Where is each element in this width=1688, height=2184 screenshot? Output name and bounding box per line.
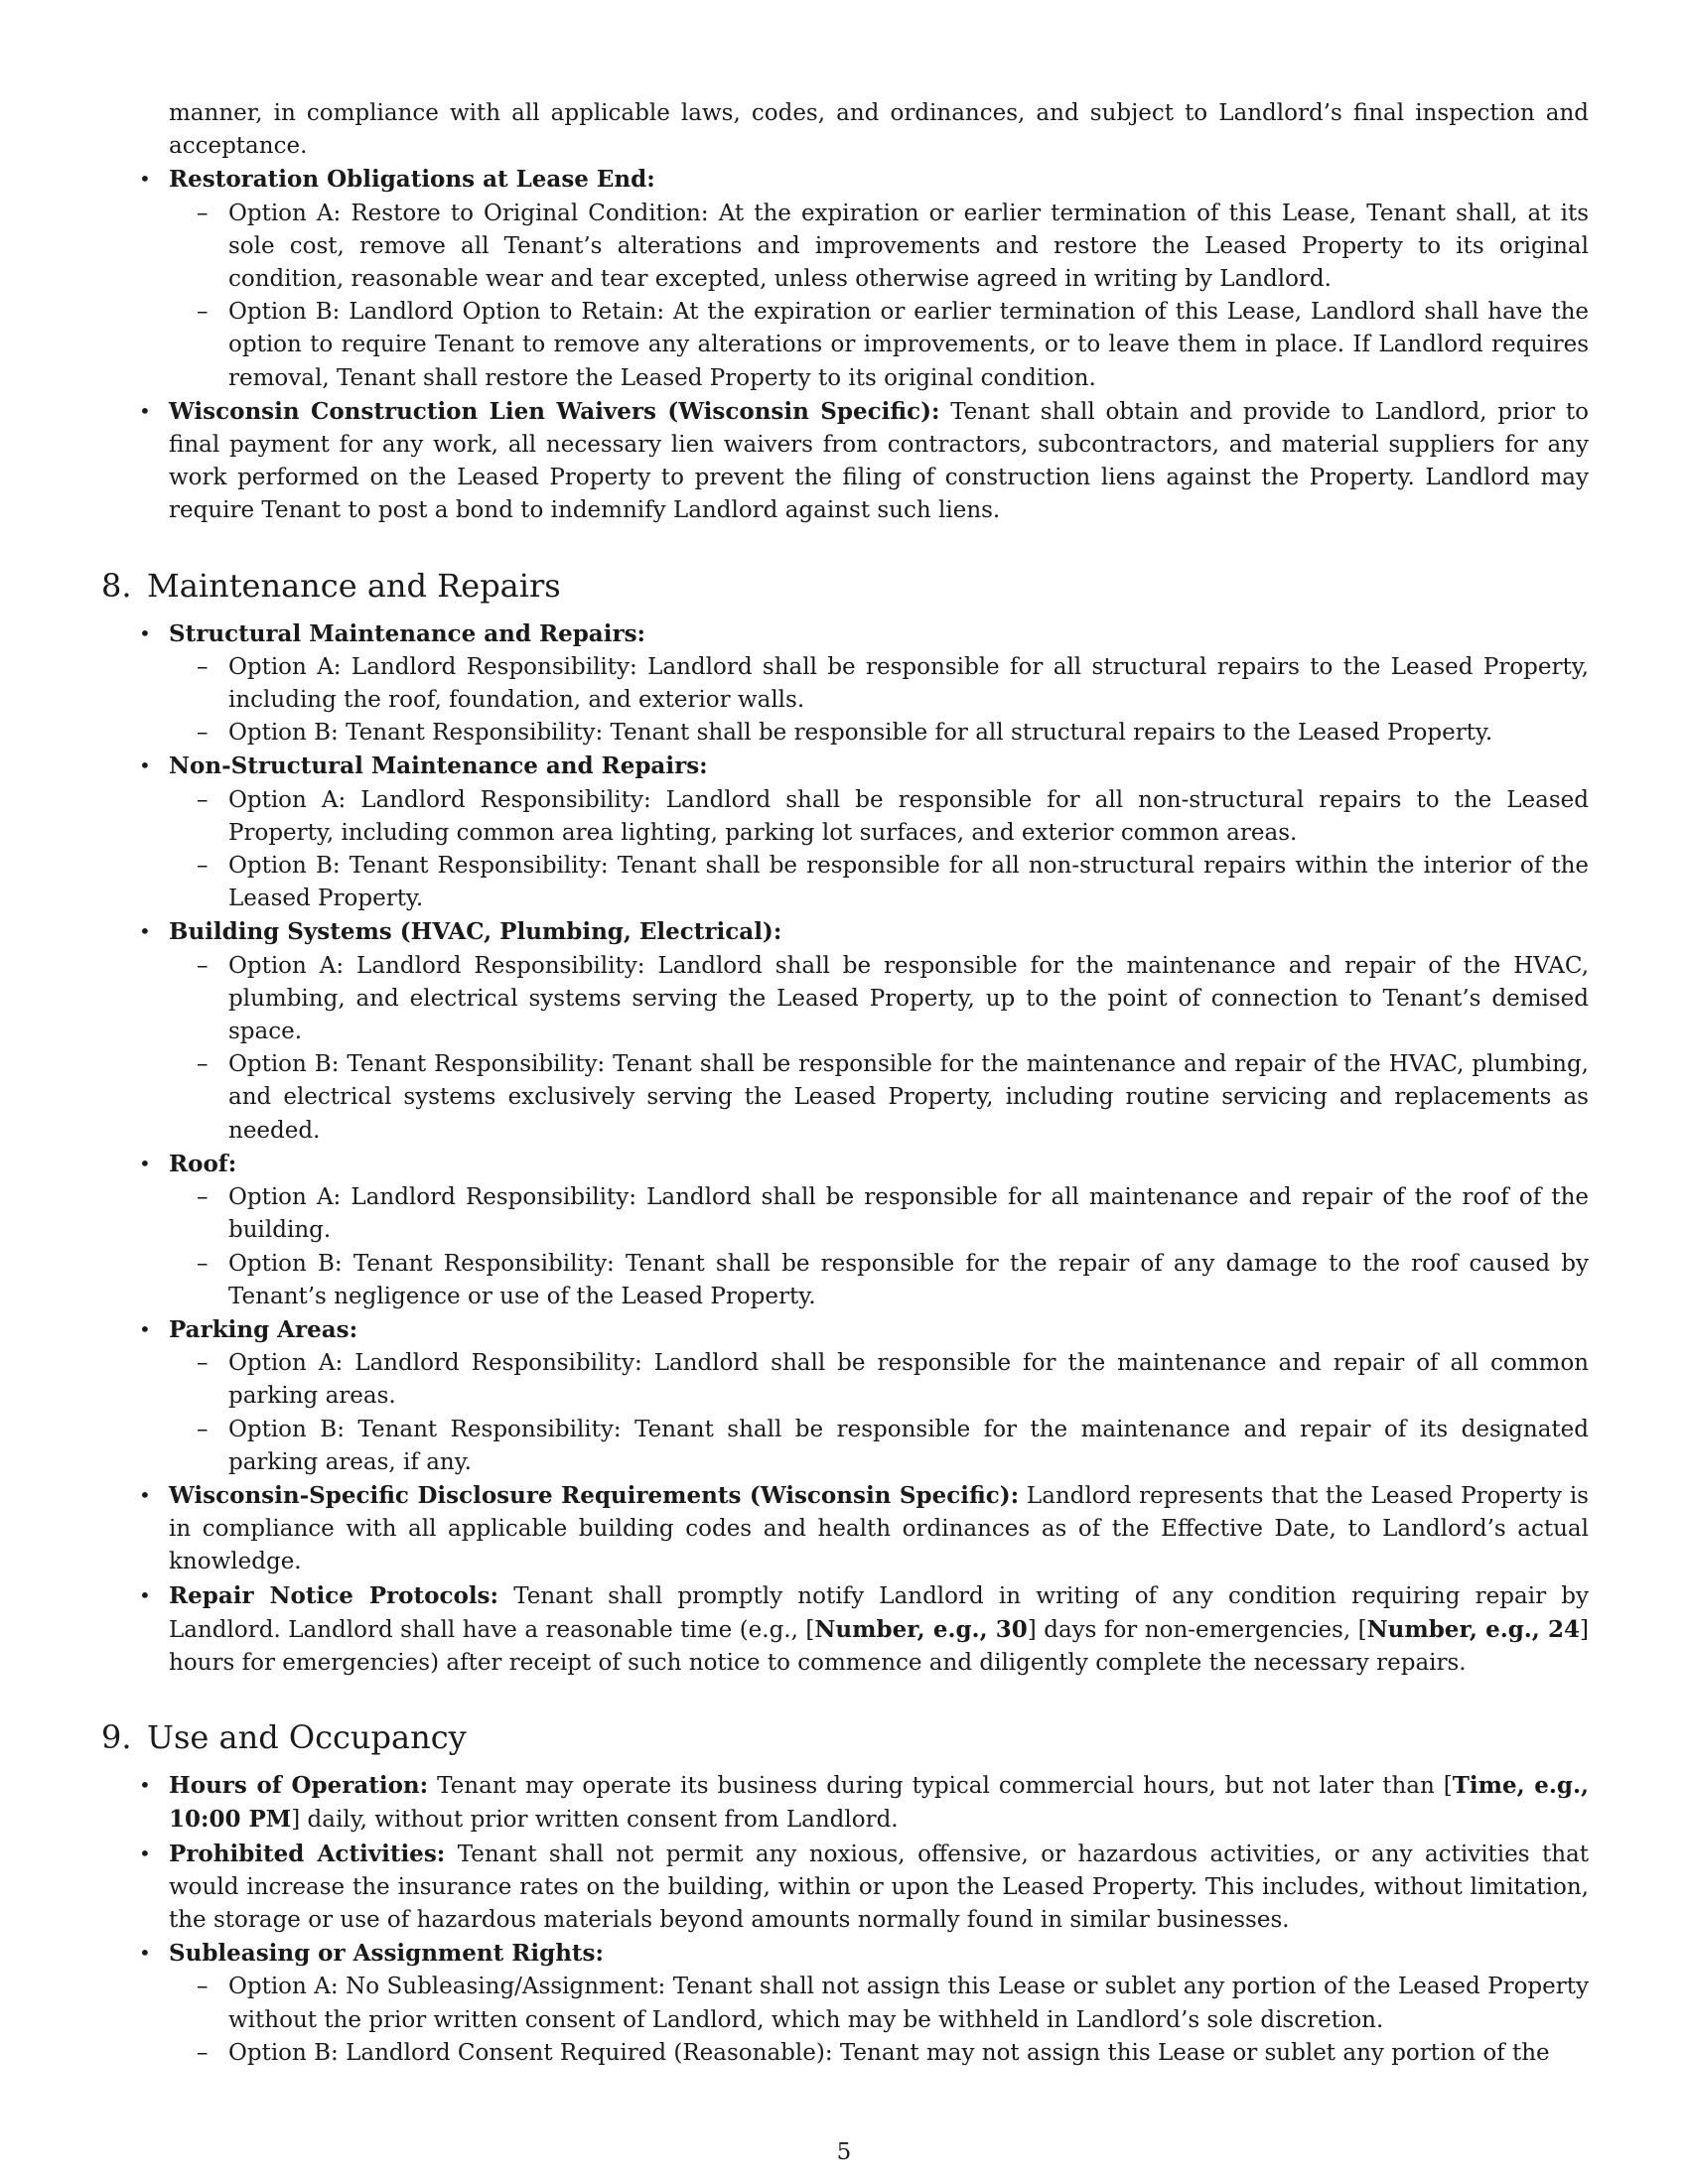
hours-text-2: ] daily, without prior written consent from Landlord. [291, 1807, 899, 1834]
section-9-number: 9. [101, 1718, 132, 1757]
repair-notice-placeholder-2: Number, e.g., 24 [1366, 1615, 1580, 1643]
list-item-building-systems [99, 915, 1589, 949]
building-systems-title: Building Systems (HVAC, Plumbing, Electrical): [169, 918, 782, 946]
section-8-heading [101, 566, 1589, 606]
parking-title: Parking Areas: [169, 1315, 358, 1343]
non-structural-option-b: – Option B: Tenant Responsibility: Tenant shall be responsible for all non-structural repairs within the interior of the Leased Property. [99, 850, 1589, 915]
list-item-disclosure [99, 1479, 1589, 1579]
structural-option-a: – Option A: Landlord Responsibility: Landlord shall be responsible for all structural repairs to the Leased Property, including the roof, foundation, and exterior walls. [99, 651, 1589, 717]
section-8-number: 8. [101, 566, 132, 605]
building-systems-option-a: – Option A: Landlord Responsibility: Landlord shall be responsible for the maintenance and repair of the HVAC, plumbing, and electrical systems serving the Leased Property, up to the point of connection to Tenant’s demised space. [99, 950, 1589, 1049]
list-item-repair-notice [99, 1579, 1589, 1681]
list-item-roof [99, 1148, 1589, 1181]
non-structural-title: Non-Structural Maintenance and Repairs: [169, 752, 708, 780]
subleasing-option-b: – Option B: Landlord Consent Required (Reasonable): Tenant may not assign this Lease or sublet any portion of the [99, 2037, 1589, 2070]
list-item-non-structural [99, 750, 1589, 783]
section7-list [99, 163, 1589, 527]
lien-title: Wisconsin Construction Lien Waivers (Wisconsin Specific): [169, 397, 940, 425]
repair-notice-placeholder-1: Number, e.g., 30 [814, 1615, 1028, 1643]
structural-title: Structural Maintenance and Repairs: [169, 619, 646, 647]
lien-text: Tenant shall obtain and provide to Landlord, prior to final payment for any work, all necessary lien waivers from contractors, subcontractors, and material suppliers for any work performed on the Leased Property to prevent the filing of construction liens against the Property. Landlord may require Tenant to post a bond to indemnify Landlord against such liens. [169, 398, 1589, 524]
list-item-lien-waivers [99, 395, 1589, 528]
disclosure-text: Landlord represents that the Leased Property is in compliance with all applicable building codes and health ordinances as of the Effective Date, to Landlord’s actual knowledge. [169, 1482, 1589, 1575]
restoration-option-a: – Option A: Restore to Original Condition: At the expiration or earlier termination of this Lease, Tenant shall, at its sole cost, remove all Tenant’s alterations and improvements and restore the Leased Property to its original condition, reasonable wear and tear excepted, unless otherwise agreed in writing by Landlord. [99, 198, 1589, 297]
list-item-hours [99, 1769, 1589, 1837]
list-item-parking [99, 1313, 1589, 1347]
hours-placeholder: Time, e.g., 10:00 PM [169, 1772, 1590, 1834]
section8-list [99, 617, 1589, 1681]
restoration-option-b: – Option B: Landlord Option to Retain: At the expiration or earlier termination of this Lease, Landlord shall have the option to require Tenant to remove any alterations or improvements, or to leave them in place. If Landlord requires removal, Tenant shall restore the Leased Property to its original condition. [99, 296, 1589, 395]
building-systems-option-b: – Option B: Tenant Responsibility: Tenant shall be responsible for the maintenance and repair of the HVAC, plumbing, and electrical systems exclusively serving the Leased Property, including routine servicing and replacements as needed. [99, 1048, 1589, 1148]
intro-continuation: manner, in compliance with all applicable laws, codes, and ordinances, and subject to Landlord’s final inspection and acceptance. [169, 100, 1589, 160]
section-9-heading [101, 1717, 1589, 1757]
non-structural-option-a: – Option A: Landlord Responsibility: Landlord shall be responsible for all non-structural repairs to the Leased Property, including common area lighting, parking lot surfaces, and exterior common areas. [99, 784, 1589, 850]
subleasing-title: Subleasing or Assignment Rights: [169, 1940, 604, 1968]
roof-title: Roof: [169, 1150, 237, 1177]
list-item-subleasing [99, 1937, 1589, 1971]
section9-list [99, 1769, 1589, 2070]
repair-notice-text-1: Tenant shall promptly notify Landlord in writing of any condition requiring repair by Landlord. Landlord shall have a reasonable time (e.g., [ [169, 1582, 1589, 1643]
list-item-restoration [99, 163, 1589, 197]
document-body [99, 97, 1589, 2070]
structural-option-b: – Option B: Tenant Responsibility: Tenant shall be responsible for all structural repairs to the Leased Property. [99, 717, 1589, 750]
section-9-title: Use and Occupancy [147, 1718, 467, 1757]
page-number: 5 [836, 2139, 852, 2165]
repair-notice-text-3: ] hours for emergencies) after receipt of such notice to commence and diligently complete the necessary repairs. [169, 1616, 1589, 1676]
parking-option-a: – Option A: Landlord Responsibility: Landlord shall be responsible for the maintenance and repair of all common parking areas. [99, 1347, 1589, 1413]
repair-notice-text-2: ] days for non-emergencies, [ [1027, 1616, 1367, 1643]
section-8-title: Maintenance and Repairs [147, 566, 561, 605]
list-item-prohibited [99, 1838, 1589, 1938]
repair-notice-title: Repair Notice Protocols: [169, 1581, 498, 1609]
disclosure-title: Wisconsin-Specific Disclosure Requirements (Wisconsin Specific): [169, 1481, 1020, 1509]
roof-option-b: – Option B: Tenant Responsibility: Tenant shall be responsible for the repair of any damage to the roof caused by Tenant’s negligence or use of the Leased Property. [99, 1248, 1589, 1313]
list-item-structural [99, 617, 1589, 651]
hours-title: Hours of Operation: [169, 1772, 429, 1800]
prohibited-text: Tenant shall not permit any noxious, offensive, or hazardous activities, or any activities that would increase the insurance rates on the building, within or upon the Leased Property. This includes, without limitation, the storage or use of hazardous materials beyond amounts normally found in similar businesses. [169, 1841, 1590, 1933]
roof-option-a: – Option A: Landlord Responsibility: Landlord shall be responsible for all maintenance and repair of the roof of the building. [99, 1181, 1589, 1247]
prohibited-title: Prohibited Activities: [169, 1840, 446, 1867]
restoration-title: Restoration Obligations at Lease End: [169, 166, 655, 194]
subleasing-option-a: – Option A: No Subleasing/Assignment: Tenant shall not assign this Lease or sublet any portion of the Leased Property without the prior written consent of Landlord, which may be withheld in Landlord’s sole discretion. [99, 1971, 1589, 2036]
hours-text-1: Tenant may operate its business during typical commercial hours, but not later than [ [428, 1773, 1453, 1800]
parking-option-b: – Option B: Tenant Responsibility: Tenant shall be responsible for the maintenance and repair of its designated parking areas, if any. [99, 1414, 1589, 1479]
